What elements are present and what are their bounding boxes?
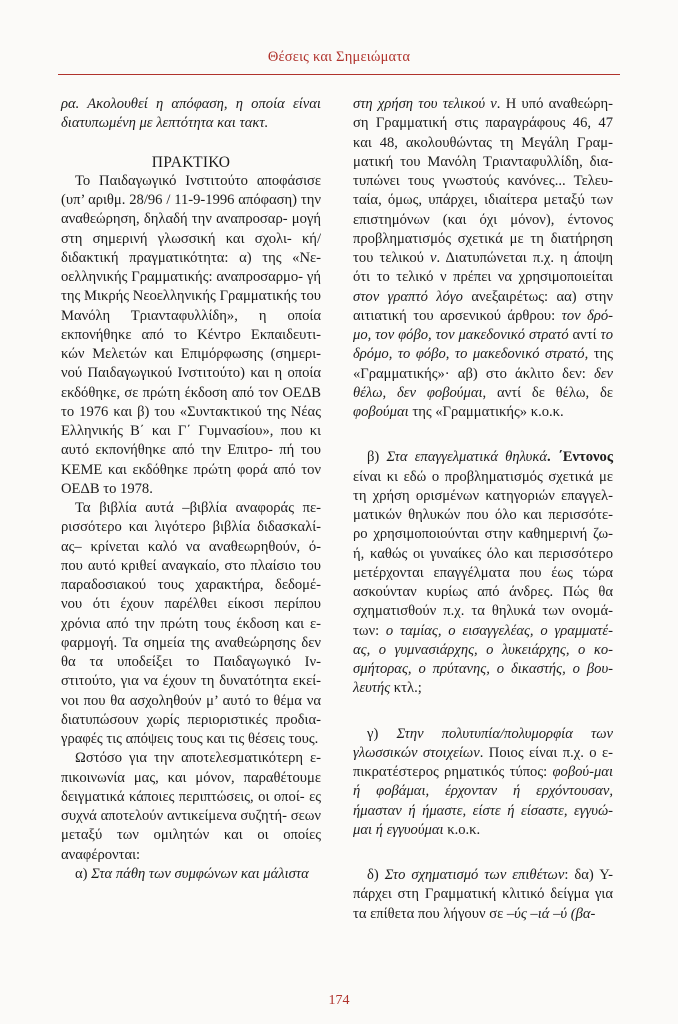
left-column [61, 95, 321, 884]
line: νου ότι έχουν παρέλθει είκοσι περίπου [61, 596, 321, 613]
line: πικοινωνία μας, και μόνον, παραθέτουμε [61, 769, 321, 786]
italic-run: τον δρό- [561, 307, 613, 324]
line: νού Παιδαγωγικού Ινστιτούτο) και η οποία [61, 365, 321, 382]
paragraph-case-b [353, 448, 613, 698]
paragraph-books [61, 499, 321, 749]
line: επιστημόνων (και όχι μόνον), έντονος [353, 211, 613, 228]
text-run: δ) [367, 867, 385, 883]
text-run: του τελικού [353, 250, 431, 266]
text-run: των: [353, 622, 386, 639]
text-run: β) [367, 449, 387, 466]
line: ας– κρίνεται καλό να αναθεωρηθούν, ό- [61, 538, 321, 555]
text-run: . Ποιος είναι π.χ. ο ε- [479, 744, 613, 761]
line: την αναθεώρηση, δηλαδή την αναπροσαρ- [61, 192, 321, 228]
line: κή/διδακτική πραγματικότητα: α) της «Νε- [61, 230, 321, 266]
text-run: αιτιατική του αρσενικού άρθρου: [353, 307, 562, 324]
right-column [353, 95, 613, 924]
line: δεν θα τα υποδείξει το Παιδαγωγικό Ιν- [61, 634, 321, 670]
text-run: τα επίθετα που λήγουν σε [353, 905, 507, 922]
line: ση Γραμματική στις παραγράφους 46, 47 [353, 115, 613, 132]
line: πή του ΚΕΜΕ και εκδόθηκε πρώτη φορά [61, 442, 321, 478]
line: γραφές τις απόψεις τους και τις θέσεις [61, 731, 289, 747]
text-run: γ) [367, 725, 397, 742]
line: ματική του Μανόλη Τριανταφυλλίδη, δια- [353, 153, 613, 170]
paragraph-case-a [61, 865, 321, 884]
text-run: . ΄Εντονος [547, 449, 613, 466]
italic-run: σμήτορας, ο πρύτανης, ο δικαστής, ο βου- [353, 661, 613, 677]
line: ρο χρησιμοποιούνται στην καθημερινή ζω- [353, 526, 613, 543]
line: γή της Μικρής Νεοελληνικής Γραμματικής [61, 269, 321, 305]
line: από τον ΟΕΔΒ το 1978. [61, 461, 321, 497]
line: μετέρχονται επαγγέλματα που έως τώρα [353, 564, 613, 581]
italic-run: το δρόμο, το φόβο, το μακεδονικό στρατό, [353, 327, 613, 363]
text-run: α) [75, 865, 92, 882]
page-number: 174 [328, 993, 350, 1008]
italic-run: φοβού- [552, 764, 594, 780]
text-run: , αντί δε θέλω, δε [482, 384, 613, 401]
line: παραδοσιακού τους χαρακτήρα, δεδομέ- [61, 577, 321, 593]
line: και 48, ακολουθώντας τη Μεγάλη Γραμ- [353, 134, 613, 151]
line: ασκούνταν κυρίως από άνδρες. Πώς θα [353, 584, 613, 600]
italic-run: –ύς –ιά –ύ (βα- [506, 905, 596, 922]
line: της Νέας Ελληνικής Β΄ και Γ΄ Γυμνασίου», [61, 403, 321, 439]
line: προβληματισμός σχετικά με τη διατήρηση [353, 230, 613, 247]
italic-run: Στα επαγγελματικά θηλυκά [386, 449, 548, 466]
line: ες συχνά αποτελούν αντικείμενα συζητή- [61, 788, 321, 824]
italic-run: φοβούμαι [353, 404, 409, 420]
italic-run: στη χρήση του τελικού ν [353, 96, 497, 112]
line: διατυπωμένη με λεπτότητα και τακτ. [61, 115, 269, 132]
line: τους. [288, 731, 319, 747]
line: τυπώνει τους γνωστούς κανόνες... Τελευ- [353, 173, 613, 189]
italic-run: δεν θέλω, δεν φοβούμαι [353, 365, 613, 401]
line: χρόνια από την πρώτη τους έκδοση και ε- [61, 615, 321, 632]
line: είναι κι εδώ ο προβληματισμός σχετικά με [353, 468, 613, 485]
italic-run: Στο σχηματισμό των επιθέτων [384, 867, 565, 883]
line: που αυτό κριθεί αναγκαίο, στο πλαίσιο του [61, 557, 321, 574]
line: αναφέρονται: [61, 846, 141, 863]
line: σχηματισθούν π.χ. τα θηλυκά των ονομά- [353, 603, 613, 620]
line: τη χρήση ορισμένων κατηγοριών επαγγελ- [353, 487, 613, 504]
italic-run: λευτής [353, 680, 391, 697]
line: Τα βιβλία αυτά –βιβλία αναφοράς πε- [75, 500, 321, 516]
line: ΟΕΔΒ το 1976 και β) του «Συντακτικού [61, 384, 321, 420]
italic-run: ο ταμίας, ο εισαγγελέας, ο γραμματέ- [385, 622, 614, 639]
line: (υπ’ αριθμ. 28/96 / 11-9-1996 απόφαση) [61, 192, 301, 208]
text-run: . Η υπό αναθεώρη- [496, 96, 613, 112]
text-run: αντί [568, 327, 597, 343]
text-run: πικρατέστερος ρηματικός τύπος: [353, 764, 553, 780]
italic-run: γλωσσικών στοιχείων [353, 744, 480, 761]
text-run: : δα) Υ- [564, 867, 613, 883]
text-run: . Διατυπώνεται π.χ. η άποψη [436, 250, 613, 266]
line: φαρμογή. Τα σημεία της αναθεώρησης [61, 634, 302, 651]
text-run: πάρχει στη Γραμματική κλιτικό δείγμα για [353, 886, 613, 903]
italic-run: Στα πάθη των συμφώνων και μάλιστα [91, 865, 309, 882]
line: ρα. Ακολουθεί η απόφαση, η οποία είναι [61, 96, 321, 112]
text-run: κ.ο.κ. [443, 821, 481, 838]
line: διατυπώσουν χωρίς περιοριστικές προδια- [61, 711, 321, 728]
line: νοι που θα ασχοληθούν μ’ αυτό το θέμα να [61, 692, 321, 709]
italic-run: μο, τον φόβο, τον μακεδονικό στρατό [353, 327, 569, 343]
text-run: ότι το τελικό ν πρέπει να χρησιμοποιείται [353, 269, 613, 286]
line: εκπονήθηκε από το Κέντρο Εκπαιδευτι- [61, 326, 321, 343]
text-run: της «Γραμματικής» κ.ο.κ. [408, 404, 564, 420]
italic-run: ήμασταν ή ήμαστε, είστε ή είσαστε, εγγυώ- [353, 802, 613, 819]
italic-run: Στην πολυτυπία/πολυμορφία των [396, 725, 613, 742]
line: Ωστόσο για την αποτελεσματικότερη ε- [75, 750, 321, 767]
line: κών Μελετών και Επιμόρφωσης (σημερι- [61, 346, 321, 362]
italic-run: ας, ο γυμνασιάρχης, ο λυκειάρχης, ο κο- [353, 641, 613, 658]
line: που κι αυτό εκπονήθηκε από την Επιτρο- [61, 423, 321, 459]
paragraph-decision [61, 172, 321, 499]
italic-run: ν [430, 250, 437, 266]
paragraph-case-c [353, 725, 613, 841]
line: Το Παιδαγωγικό Ινστιτούτο αποφάσισε [75, 172, 321, 189]
text-run: κτλ.; [390, 680, 422, 697]
running-header-title: Θέσεις και Σημειώματα [267, 49, 411, 65]
italic-run: στον γραπτό λόγο [353, 288, 463, 305]
line: του Μανόλη Τριανταφυλλίδη», η οποία [61, 288, 321, 324]
line: μογή στη σημερινή γλωσσική και σχολι- [61, 211, 321, 247]
section-heading: ΠΡΑΚΤΙΚΟ [151, 153, 231, 171]
text-run: της «Γραμματικής»· αβ) στο άκλιτο δεν: [353, 346, 613, 382]
line: οελληνικής Γραμματικής: αναπροσαρμο- [61, 269, 307, 285]
line: εκδόθηκε, σε πρώτη έκδοση από τον [61, 384, 283, 401]
header-rule [58, 74, 620, 75]
line: ρισσότερο και λιγότερο βιβλία διδασκαλί- [61, 519, 321, 536]
italic-run: μαι ή φοβάμαι, έρχονταν ή ερχόντουσαν, [353, 764, 613, 800]
line: ή, καθώς οι γυναίκες όλο και περισσότερο [353, 545, 613, 562]
line: δειγματικά κάποιες περιπτώσεις, οι οποί- [61, 788, 310, 805]
paragraph-cases [61, 749, 321, 865]
line: ταία, όμως, υπάρχει, ιδιαίτερα μεταξύ των [353, 192, 613, 209]
line: ματικών θηλυκών που όλο και περισσότε- [353, 507, 613, 523]
italic-run: μαι ή εγγυούμαι [353, 821, 444, 838]
line: σεων μεταξύ των ομιλητών και οι οποίες [61, 808, 321, 844]
paragraph-case-d [353, 866, 613, 924]
line: στιτούτο, για να έχουν τη δυνατότητα εκεί- [61, 673, 321, 690]
paragraph-case-a-cont [353, 95, 613, 422]
text-run: ανεξαιρέτως: αα) στην [462, 288, 613, 305]
paragraph-intro [61, 95, 321, 134]
